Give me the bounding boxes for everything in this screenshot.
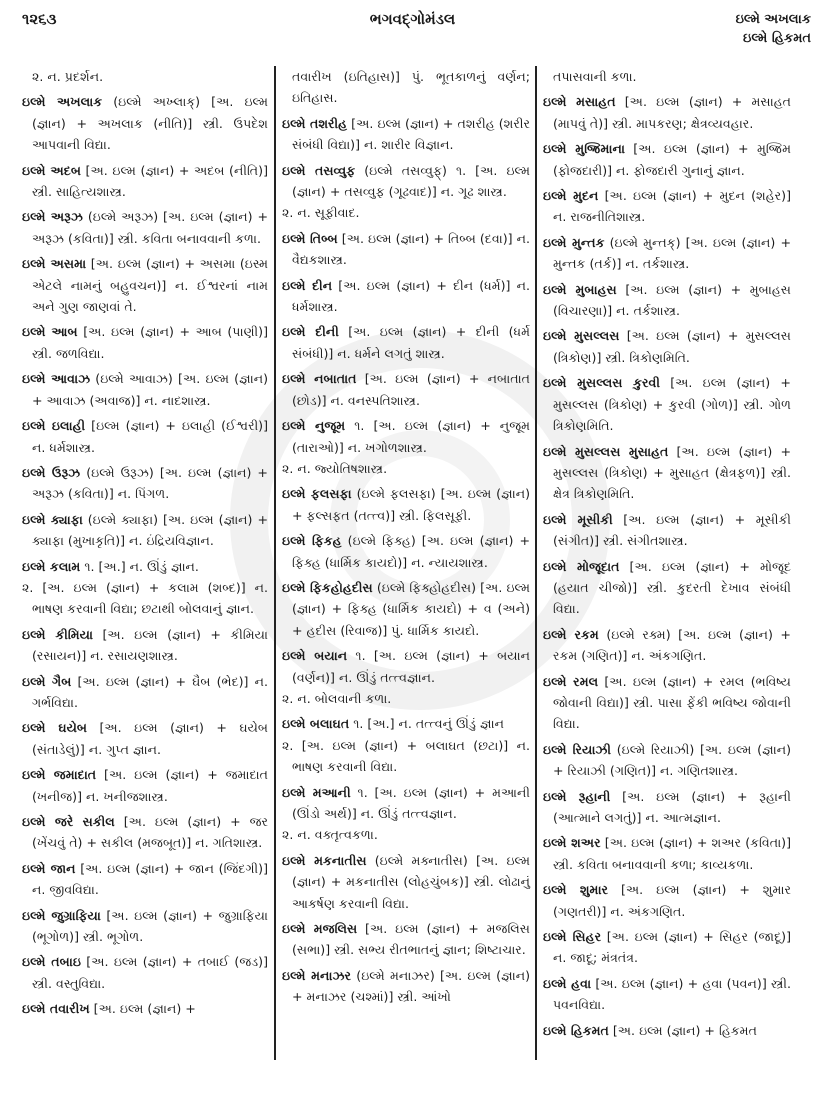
dictionary-entry	[282, 368, 530, 411]
dictionary-entry	[22, 905, 268, 948]
definition: (ઇલ્મે તસવ્વુફ્) ૧. [અ. ઇલ્મ (જ્ઞાન) + તસવ્વુફ (ગૂઢવાદ)] ન. ગૂઢ શાસ્ત્ર.	[292, 162, 530, 200]
sub-sense: ૨. ન. જ્યોતિષશાસ્ત્ર.	[282, 460, 388, 476]
definition: ૧. [અ.] ન. તત્ત્વનું ઊંડું જ્ઞાન	[349, 716, 504, 732]
dictionary-entry	[282, 577, 530, 641]
dictionary-entry	[543, 279, 791, 322]
definition: (ઇલ્મે મુન્તક્) [અ. ઇલ્મ (જ્ઞાન) + મુન્તક (તર્ક)] ન. તર્કશાસ્ત્ર.	[553, 234, 791, 272]
definition: [અ. ઇલ્મ (જ્ઞાન) + મસાહત (માપવું તે)] સ્ત્રી. માપકરણ; ક્ષેત્રવ્યવહાર.	[553, 94, 792, 131]
definition: તપાસવાની કળા.	[553, 69, 637, 84]
column-1	[22, 66, 268, 1024]
dictionary-entry	[282, 228, 530, 271]
definition: [અ. ઇલ્મ (જ્ઞાન) + સિહર (જાદૂ)] ન. જાદૂ; મંત્રતંત્ર.	[553, 929, 791, 966]
definition: (ઇલ્મે મનાઝર) [અ. ઇલ્મ (જ્ઞાન) + મનાઝર (ચશ્માં)] સ્ત્રી. આંખો	[292, 967, 531, 1005]
dictionary-entry	[543, 671, 791, 735]
definition: [અ. ઇલ્મ (જ્ઞાન) + ઘૈબ (ભેદ)] ન. ગર્ભવિદ્યા.	[32, 673, 268, 710]
definition: [અ. ઇલ્મ (જ્ઞાન) + તબાઈ (જડ)] સ્ત્રી. વસ્તુવિદ્યા.	[32, 954, 268, 991]
headword: ઇલ્મે ઉરૂઝ	[22, 464, 81, 480]
dictionary-entry	[282, 530, 530, 573]
column-divider	[274, 66, 276, 1060]
definition: (ઇલ્મે અખ્લાક્) [અ. ઇલ્મ (જ્ઞાન) + અખલાક (નીતિ)] સ્ત્રી. ઉપદેશ આપવાની વિદ્યા.	[32, 94, 268, 153]
dictionary-entry	[543, 441, 791, 505]
definition: ૧. [અ. ઇલ્મ (જ્ઞાન) + નુજૂમ (તારાઓ)] ન. ખગોળશાસ્ત્ર.	[292, 418, 530, 455]
dictionary-entry	[282, 483, 530, 526]
definition: (ઇલ્મે ઉરૂઝ) [અ. ઇલ્મ (જ્ઞાન) + અરૂઝ (કવિતા)] ન. પિંગળ.	[32, 464, 268, 502]
definition: ૧. [અ. ઇલ્મ (જ્ઞાન) + બયાન (વર્ણન)] ન. ઊંડું તત્ત્વજ્ઞાન.	[292, 648, 530, 685]
headword: ઇલ્મે દીન	[282, 277, 333, 293]
guide-words	[736, 10, 811, 48]
headword: ઇલ્મે અદબ	[22, 162, 81, 178]
headword: ઇલ્મે રમલ	[543, 673, 599, 689]
headword: ઇલ્મે અસમા	[22, 256, 87, 272]
headword: ઇલ્મે આવાઝ	[22, 371, 91, 387]
headword: ઇલ્મે જાન	[22, 860, 76, 876]
dictionary-entry	[543, 325, 791, 368]
definition: [અ. ઇલ્મ (જ્ઞાન) + તિબ્બ (દવા)] ન. વૈદ્યકશાસ્ત્ર.	[292, 230, 530, 268]
page-header	[0, 6, 825, 56]
definition: [અ. ઇલ્મ (જ્ઞાન) + મુજ્રિમ (ફોજદારી)] ન. ફોજદારી ગુનાનું જ્ઞાન.	[553, 141, 792, 178]
definition: [અ. ઇલ્મ (જ્ઞાન) + અસમા (ઇસ્મ એટલે નામનું બહુવચન)] ન. ઈશ્વરનાં નામ અને ગુણ જાણવાં તે.	[32, 256, 269, 315]
headword: ઇલ્મે મસાહત	[543, 94, 616, 110]
dictionary-entry	[22, 764, 268, 807]
dictionary-entry	[543, 624, 791, 667]
headword: ઇલ્મે ગૈબ	[22, 673, 72, 689]
headword: ઇલ્મે મકનાતીસ	[282, 852, 367, 868]
headword: ઇલ્મે હિકમત	[543, 1022, 609, 1038]
headword: ઇલ્મે મઆની	[282, 784, 351, 800]
dictionary-entry	[282, 321, 530, 364]
headword: ઇલ્મે ફિકહ	[282, 533, 342, 549]
definition: [અ. ઇલ્મ (જ્ઞાન) + મુસલ્લસ (ત્રિકોણ) + મુસાહત (ક્ષેત્રફળ)] સ્ત્રી. ક્ષેત્ર ત્રિકોણમિતિ.	[553, 443, 791, 502]
guide-word-first: ઇલ્મે અખલાક	[735, 12, 811, 27]
dictionary-entry	[543, 556, 791, 620]
headword: ઇલ્મે હવા	[543, 975, 592, 991]
dictionary-entry	[543, 739, 791, 782]
headword: ઇલ્મે મુસલ્લસ કુરવી	[543, 375, 660, 391]
definition: [અ. ઇલ્મ (જ્ઞાન) + જુગ્રાફિયા (ભૂગોળ)] સ્ત્રી. ભૂગોળ.	[32, 907, 268, 945]
sub-sense: ૨. ન. સૂફીવાદ.	[282, 205, 360, 221]
entry-continuation	[543, 66, 791, 87]
definition: (ઇલ્મે મક્નાતીસ) [અ. ઇલ્મ (જ્ઞાન) + મકનાતીસ (લોહચુંબક)] સ્ત્રી. લોઢાનું આકર્ષણ કરવાની વિદ્યા.	[292, 852, 530, 911]
dictionary-entry	[22, 91, 268, 155]
definition: [અ. ઇલ્મ (જ્ઞાન) + તશરીહ (શરીર સંબંધી વિદ્યા)] ન. શારીર વિજ્ઞાન.	[292, 115, 530, 153]
definition: [અ. ઇલ્મ (જ્ઞાન) + ઘયેબ (સંતાડેલું)] ન. ગુપ્ત જ્ઞાન.	[32, 720, 268, 757]
definition: [અ. ઇલ્મ (જ્ઞાન) + કીમિયા (રસાયન)] ન. રસાયણશાસ્ત્ર.	[32, 626, 268, 664]
definition: [અ. ઇલ્મ (જ્ઞાન) + અદબ (નીતિ)] સ્ત્રી. સાહિત્યશાસ્ત્ર.	[32, 162, 268, 200]
dictionary-entry	[282, 645, 530, 709]
headword: ઇલ્મે મૂસીકી	[543, 511, 613, 527]
definition: [અ. ઇલ્મ (જ્ઞાન) + રૂહાની (આત્માને લગતું)] ન. આત્મજ્ઞાન.	[553, 788, 791, 825]
definition: [ઇલ્મ (જ્ઞાન) + ઇલાહી (ઈશ્વરી)] ન. ધર્મશાસ્ત્ર.	[32, 418, 269, 455]
headword: ઇલ્મે તિબ્બ	[282, 230, 338, 246]
dictionary-entry	[22, 509, 268, 552]
dictionary-entry	[282, 713, 530, 777]
definition: ૧. [અ. ઇલ્મ (જ્ઞાન) + મઆની (ઊંડો અર્થ)] ન. ઊંડું તત્ત્વજ્ઞાન.	[292, 784, 530, 821]
headword: ઇલ્મે તસવ્વુફ	[282, 162, 356, 178]
definition: (ઇલ્મે ક્યાફા) [અ. ઇલ્મ (જ્ઞાન) + ક્યાફા (મુખાકૃતિ)] ન. ઇંદ્રિયવિજ્ઞાન.	[32, 511, 268, 549]
headword: ઇલ્મે ઇલાહી	[22, 418, 86, 434]
dictionary-entry	[22, 556, 268, 620]
sub-sense: ૨. ન. બોલવાની કળા.	[282, 690, 392, 706]
definition: (ઇલ્મે ફિક્હોહદીસ) [અ. ઇલ્મ (જ્ઞાન) + ફિક્હ (ધાર્મિક કાયદો) + વ (અને) + હદીસ (રિવાજ)] પું. ધાર્મિક કાયદો.	[292, 579, 530, 638]
entry-continuation	[282, 66, 530, 109]
definition: [અ. ઇલ્મ (જ્ઞાન) + શુમાર (ગણતરી)] ન. અંકગણિત.	[553, 882, 791, 919]
dictionary-entry	[22, 811, 268, 854]
sub-sense: ૨. ન. વક્તૃત્વકળા.	[282, 827, 378, 843]
dictionary-entry	[543, 91, 791, 134]
page-number: ૧૨૬૩	[22, 10, 57, 28]
headword: ઇલ્મે દીની	[282, 324, 339, 340]
dictionary-entry	[282, 160, 530, 224]
definition: તવારીખ (ઇતિહાસ)] પું. ભૂતકાળનું વર્ણન; ઇતિહાસ.	[292, 69, 530, 106]
headword: ઇલ્મે ફલસફા	[282, 486, 352, 502]
definition: (ઇલ્મે અરૂઝ) [અ. ઇલ્મ (જ્ઞાન) + અરૂઝ (કવિતા)] સ્ત્રી. કવિતા બનાવવાની કળા.	[32, 209, 268, 246]
entry-continuation	[22, 66, 268, 87]
definition: [અ. ઇલ્મ (જ્ઞાન) + આબ (પાણી)] સ્ત્રી. જળવિદ્યા.	[32, 324, 268, 361]
definition: [અ. ઇલ્મ (જ્ઞાન) + મુસલ્લસ (ત્રિકોણ)] સ્ત્રી. ત્રિકોણમિતિ.	[553, 328, 791, 365]
dictionary-entry	[543, 138, 791, 181]
headword: ઇલ્મે જુગ્રાફિયા	[22, 907, 101, 923]
headword: ઇલ્મે રિયાઝી	[543, 741, 612, 757]
definition: [અ. ઇલ્મ (જ્ઞાન) +	[89, 1001, 196, 1017]
dictionary-entry	[22, 160, 268, 203]
dictionary-entry	[22, 321, 268, 364]
headword: ઇલ્મે રકમ	[543, 626, 599, 642]
headword: ઇલ્મે શુમાર	[543, 882, 609, 898]
dictionary-entry	[22, 951, 268, 994]
definition: [અ. ઇલ્મ (જ્ઞાન) + જમાદાત (ખનીજ)] ન. ખનીજશાસ્ત્ર.	[32, 767, 268, 804]
definition: (ઇલ્મે રિયાઝી) [અ. ઇલ્મ (જ્ઞાન) + રિયાઝી (ગણિત)] ન. ગણિતશાસ્ત્ર.	[553, 741, 792, 779]
headword: ઇલ્મે મોજૂદાત	[543, 558, 620, 574]
dictionary-entry	[282, 415, 530, 479]
definition: [અ. ઇલ્મ (જ્ઞાન) + મોજૂદ (હયાત ચીજો)] સ્ત્રી. કુદરતી દેખાવ સંબંધી વિદ્યા.	[553, 558, 791, 617]
dictionary-entry	[282, 782, 530, 846]
column-divider	[535, 66, 537, 1060]
headword: ઇલ્મે કીમિયા	[22, 626, 93, 642]
definition: (ઇલ્મે ફલસફા) [અ. ઇલ્મ (જ્ઞાન) + ફલ્સફત (તત્ત્વ)] સ્ત્રી. ફિલસૂફી.	[292, 486, 530, 523]
dictionary-entry	[543, 832, 791, 875]
definition: [અ. ઇલ્મ (જ્ઞાન) + હિકમત	[608, 1022, 757, 1038]
dictionary-entry	[22, 253, 268, 317]
dictionary-entry	[22, 671, 268, 714]
definition: (ઇલ્મે રક્મ) [અ. ઇલ્મ (જ્ઞાન) + રકમ (ગણિત)] ન. અંકગણિત.	[553, 626, 791, 664]
headword: ઇલ્મે મજલિસ	[282, 921, 358, 937]
definition: (ઇલ્મે ફિક્હ) [અ. ઇલ્મ (જ્ઞાન) + ફિક્હ (ધાર્મિક કાયદો)] ન. ન્યાયશાસ્ત્ર.	[292, 533, 530, 570]
dictionary-entry	[282, 918, 530, 961]
dictionary-entry	[543, 185, 791, 228]
dictionary-entry	[543, 879, 791, 922]
dictionary-entry	[543, 926, 791, 969]
sub-sense: ૨. [અ. ઇલ્મ (જ્ઞાન) + કલામ (શબ્દ)] ન. ભાષણ કરવાની વિદ્યા; છટાથી બોલવાનું જ્ઞાન.	[22, 579, 268, 617]
dictionary-entry	[22, 206, 268, 249]
dictionary-entry	[22, 368, 268, 411]
headword: ઇલ્મે મુન્તક	[543, 234, 605, 250]
headword: ઇલ્મે મુજ્રિમાના	[543, 141, 625, 157]
dictionary-entry	[543, 1020, 791, 1041]
headword: ઇલ્મે આબ	[22, 324, 78, 340]
headword: ઇલ્મે તબાઇ	[22, 954, 81, 970]
dictionary-entry	[543, 232, 791, 275]
headword: ઇલ્મે અખલાક	[22, 94, 103, 110]
dictionary-entry	[543, 973, 791, 1016]
headword: ઇલ્મે સિહર	[543, 929, 602, 945]
headword: ઇલ્મે મુબાહસ	[543, 281, 617, 297]
headword: ઇલ્મે મનાઝર	[282, 967, 352, 983]
headword: ઇલ્મે મુસલ્લસ મુસાહત	[543, 443, 669, 459]
headword: ઇલ્મે તશરીહ	[282, 115, 348, 131]
definition: [અ. ઇલ્મ (જ્ઞાન) + મુદન (શહેર)] ન. રાજનીતિશાસ્ત્ર.	[553, 188, 791, 225]
headword: ઇલ્મે અરૂઝ	[22, 209, 83, 225]
definition: [અ. ઇલ્મ (જ્ઞાન) + મુબાહસ (વિચારણા)] ન. તર્કશાસ્ત્ર.	[553, 281, 791, 319]
headword: ઇલ્મે જરે સકીલ	[22, 814, 115, 829]
definition: [અ. ઇલ્મ (જ્ઞાન) + મૂસીકી (સંગીત)] સ્ત્રી. સંગીતશાસ્ત્ર.	[553, 511, 791, 549]
definition: [અ. ઇલ્મ (જ્ઞાન) + નબાતાત (છોડ)] ન. વનસ્પતિશાસ્ત્ર.	[292, 371, 530, 408]
headword: ઇલ્મે બયાન	[282, 648, 348, 664]
definition: ૧. [અ.] ન. ઊંડું જ્ઞાન.	[80, 558, 199, 574]
headword: ઇલ્મે નબાતાત	[282, 371, 357, 387]
definition: [અ. ઇલ્મ (જ્ઞાન) + દીની (ધર્મ સંબંધી)] ન. ધર્મને લગતું શાસ્ત્ર.	[292, 324, 530, 361]
headword: ઇલ્મે ફિકહોહદીસ	[282, 579, 373, 595]
headword: ઇલ્મે તવારીખ	[22, 1001, 90, 1017]
dictionary-entry	[22, 717, 268, 760]
headword: ઇલ્મે બલાઘત	[282, 716, 350, 732]
column-2	[282, 66, 530, 1012]
definition: [અ. ઇલ્મ (જ્ઞાન) + રમલ (ભવિષ્ય જોવાની વિદ્યા)] સ્ત્રી. પાસા ફેંકી ભવિષ્ય જોવાની વિદ્યા.	[553, 673, 791, 732]
headword: ઇલ્મે નુજૂમ	[282, 418, 346, 434]
headword: ઇલ્મે મુદન	[543, 188, 599, 204]
definition: [અ. ઇલ્મ (જ્ઞાન) + મુસલ્લસ (ત્રિકોણ) + કુરવી (ગોળ)] સ્ત્રી. ગોળ ત્રિકોણમિતિ.	[553, 375, 791, 434]
dictionary-entry	[543, 509, 791, 552]
dictionary-entry	[543, 372, 791, 436]
headword: ઇલ્મે મુસલ્લસ	[543, 328, 620, 344]
column-3	[543, 66, 791, 1045]
definition: [અ. ઇલ્મ (જ્ઞાન) + દીન (ધર્મ)] ન. ધર્મશાસ્ત્ર.	[292, 277, 531, 315]
guide-word-last: ઇલ્મે હિકમત	[743, 31, 811, 46]
headword: ઇલ્મે જમાદાત	[22, 767, 97, 783]
definition: (ઇલ્મે આવાઝ) [અ. ઇલ્મ (જ્ઞાન) + આવાઝ (અવાજ)] ન. નાદશાસ્ત્ર.	[32, 371, 268, 408]
dictionary-entry	[543, 786, 791, 829]
running-title: ભગવદ્ગોમંડલ	[369, 10, 456, 28]
dictionary-entry	[22, 415, 268, 458]
headword: ઇલ્મે શઅર	[543, 835, 601, 851]
headword: ઇલ્મે રૂહાની	[543, 788, 611, 804]
dictionary-entry	[22, 858, 268, 901]
headword: ઇલ્મે કલામ	[22, 558, 81, 574]
dictionary-entry	[22, 462, 268, 505]
sub-sense: ૨. [અ. ઇલ્મ (જ્ઞાન) + બલાઘત (છટા)] ન. ભાષણ કરવાની વિદ્યા.	[282, 737, 530, 775]
dictionary-entry	[282, 965, 530, 1008]
dictionary-entry	[22, 624, 268, 667]
dictionary-entry	[282, 850, 530, 914]
definition: [અ. ઇલ્મ (જ્ઞાન) + મજલિસ (સભા)] સ્ત્રી. સભ્ય રીતભાતનું જ્ઞાન; શિષ્ટાચાર.	[292, 921, 531, 958]
dictionary-entry	[282, 275, 530, 318]
definition: [અ. ઇલ્મ (જ્ઞાન) + જાન (જિંદગી)] ન. જીવવિદ્યા.	[32, 860, 268, 898]
dictionary-entry	[282, 113, 530, 156]
definition: [અ. ઇલ્મ (જ્ઞાન) + જર (ખેંચવું તે) + સકીલ (મજબૂત)] ન. ગતિશાસ્ત્ર.	[32, 814, 268, 851]
dictionary-entry	[22, 998, 268, 1019]
definition: [અ. ઇલ્મ (જ્ઞાન) + શઅર (કવિતા)] સ્ત્રી. કવિતા બનાવવાની કળા; કાવ્યકળા.	[553, 835, 791, 872]
headword: ઇલ્મે ક્યાફા	[22, 511, 83, 527]
definition: ૨. ન. પ્રદર્શન.	[32, 69, 104, 84]
definition: [અ. ઇલ્મ (જ્ઞાન) + હવા (પવન)] સ્ત્રી. પવનવિદ્યા.	[553, 975, 791, 1013]
headword: ઇલ્મે ઘયેબ	[22, 720, 88, 736]
